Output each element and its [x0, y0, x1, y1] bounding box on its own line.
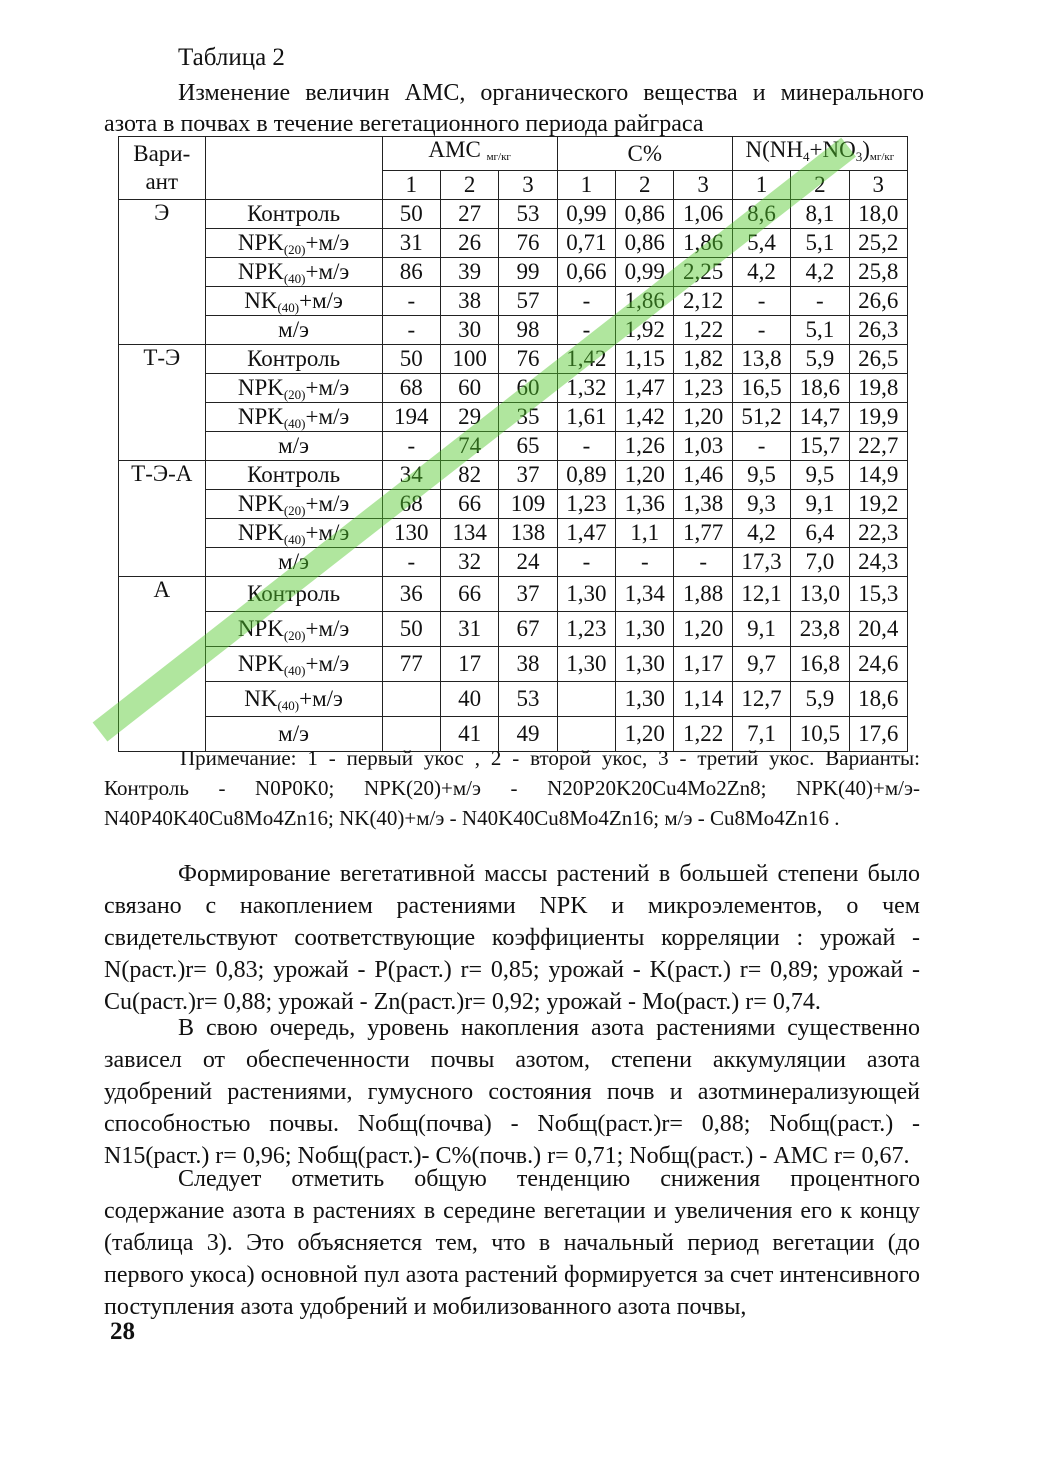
- header-cut: 1: [382, 171, 440, 200]
- table-row: [119, 345, 908, 374]
- n-value-cell: 25,2: [849, 229, 907, 258]
- ams-value-cell: 130: [382, 519, 440, 548]
- ams-value-cell: 109: [499, 490, 557, 519]
- treatment-cell: [205, 345, 382, 374]
- c-value-cell: 1,30: [557, 577, 615, 612]
- treatment-cell: [205, 647, 382, 682]
- c-value-cell: 2,12: [674, 287, 732, 316]
- ams-value-cell: 68: [382, 490, 440, 519]
- ams-value-cell: 66: [440, 490, 498, 519]
- correlation: урожай - N(раст.)r= 0,83;: [104, 925, 920, 983]
- c-value-cell: 1,15: [616, 345, 674, 374]
- header-cut: 2: [791, 171, 849, 200]
- ams-value-cell: 38: [499, 647, 557, 682]
- n-value-cell: 25,8: [849, 258, 907, 287]
- treatment-label: NPK: [237, 616, 284, 641]
- treatment-label: Контроль: [247, 201, 341, 226]
- n-value-cell: 22,3: [849, 519, 907, 548]
- n-value-cell: -: [732, 432, 790, 461]
- ams-value-cell: [382, 682, 440, 717]
- variant-cell: Т-Э: [119, 345, 206, 461]
- variant-cell: Э: [119, 200, 206, 345]
- ams-value-cell: 17: [440, 647, 498, 682]
- treatment-label: м/э: [278, 721, 309, 746]
- ams-value-cell: 66: [440, 577, 498, 612]
- n-value-cell: 26,6: [849, 287, 907, 316]
- treatment-sub: (20): [283, 387, 306, 402]
- c-value-cell: 1,42: [616, 403, 674, 432]
- treatment-cell: [205, 200, 382, 229]
- n-value-cell: 5,9: [791, 345, 849, 374]
- table-row: [119, 287, 908, 316]
- n-value-cell: 9,1: [791, 490, 849, 519]
- c-value-cell: -: [616, 548, 674, 577]
- treatment-suffix: +м/э: [305, 404, 350, 429]
- correlation: урожай - P(раст.) r= 0,85;: [273, 957, 540, 983]
- ams-value-cell: 76: [499, 345, 557, 374]
- treatment-sub: (40): [283, 663, 306, 678]
- ams-value-cell: 68: [382, 374, 440, 403]
- header-c: С%: [557, 137, 732, 171]
- ams-value-cell: 29: [440, 403, 498, 432]
- n-value-cell: 8,6: [732, 200, 790, 229]
- paragraph-text: В свою очередь, уровень накопления азота растениями существенно зависел от обеспеченности почвы азотом, степени аккумуляции азота удобрений растениями, гумусного состояния почв и азотминерализующей способностью почвы.: [104, 1015, 920, 1137]
- treatment-cell: [205, 432, 382, 461]
- ams-value-cell: 50: [382, 345, 440, 374]
- c-value-cell: 1,88: [674, 577, 732, 612]
- treatment-cell: [205, 316, 382, 345]
- ams-value-cell: 82: [440, 461, 498, 490]
- header-cut: 2: [616, 171, 674, 200]
- treatment-suffix: +м/э: [305, 375, 350, 400]
- table-row: [119, 519, 908, 548]
- c-value-cell: 1,47: [557, 519, 615, 548]
- c-value-cell: 1,20: [616, 717, 674, 752]
- c-value-cell: 0,66: [557, 258, 615, 287]
- treatment-label: Контроль: [247, 581, 341, 606]
- c-value-cell: 0,86: [616, 229, 674, 258]
- header-n-mid: +NO: [809, 137, 856, 162]
- c-value-cell: 1,30: [616, 682, 674, 717]
- table-row: [119, 490, 908, 519]
- n-value-cell: 9,3: [732, 490, 790, 519]
- c-value-cell: 1,1: [616, 519, 674, 548]
- n-value-cell: 8,1: [791, 200, 849, 229]
- note-lead: Примечание: 1 - первый укос , 2 - второй укос, 3 - третий укос. Варианты:: [180, 746, 920, 770]
- c-value-cell: 1,47: [616, 374, 674, 403]
- ams-value-cell: 35: [499, 403, 557, 432]
- treatment-cell: [205, 287, 382, 316]
- n-value-cell: 19,2: [849, 490, 907, 519]
- c-value-cell: 1,20: [674, 612, 732, 647]
- c-value-cell: 1,26: [616, 432, 674, 461]
- table-body: [119, 137, 908, 752]
- ams-value-cell: 60: [499, 374, 557, 403]
- ams-value-cell: -: [382, 287, 440, 316]
- header-cut: 1: [732, 171, 790, 200]
- n-value-cell: 18,0: [849, 200, 907, 229]
- treatment-suffix: +м/э: [305, 491, 350, 516]
- n-value-cell: 7,1: [732, 717, 790, 752]
- n-value-cell: 5,1: [791, 316, 849, 345]
- n-value-cell: 5,4: [732, 229, 790, 258]
- header-ams: [382, 137, 557, 171]
- treatment-label: NPK: [237, 520, 284, 545]
- ams-value-cell: 86: [382, 258, 440, 287]
- note-variant: Контроль - N0P0K0;: [104, 776, 335, 800]
- ams-value-cell: 65: [499, 432, 557, 461]
- c-value-cell: -: [674, 548, 732, 577]
- table-label: Таблица 2: [178, 44, 285, 71]
- n-value-cell: 51,2: [732, 403, 790, 432]
- page-number: 28: [110, 1318, 135, 1345]
- treatment-sub: (40): [283, 271, 306, 286]
- table-row: [119, 229, 908, 258]
- treatment-label: NK: [244, 288, 278, 313]
- ams-value-cell: 134: [440, 519, 498, 548]
- note-variant: NPK(40)+м/э- N40P40K40Cu8Mo4Zn16;: [104, 776, 921, 830]
- n-value-cell: 9,1: [732, 612, 790, 647]
- n-value-cell: 4,2: [791, 258, 849, 287]
- n-value-cell: 16,8: [791, 647, 849, 682]
- treatment-sub: (40): [283, 532, 306, 547]
- paragraph-1: [104, 858, 920, 1018]
- treatment-label: NPK: [237, 404, 284, 429]
- n-value-cell: -: [732, 316, 790, 345]
- n-value-cell: -: [791, 287, 849, 316]
- ams-value-cell: 31: [440, 612, 498, 647]
- ams-value-cell: 49: [499, 717, 557, 752]
- ams-value-cell: 99: [499, 258, 557, 287]
- header-n-suffix: ): [862, 137, 870, 162]
- n-value-cell: 12,1: [732, 577, 790, 612]
- ams-value-cell: 32: [440, 548, 498, 577]
- header-ams-label: АМС: [428, 137, 481, 162]
- ams-value-cell: 76: [499, 229, 557, 258]
- table-row: [119, 577, 908, 612]
- c-value-cell: 1,32: [557, 374, 615, 403]
- treatment-cell: [205, 682, 382, 717]
- c-value-cell: 1,82: [674, 345, 732, 374]
- treatment-sub: (20): [283, 242, 306, 257]
- ams-value-cell: 98: [499, 316, 557, 345]
- ams-value-cell: 37: [499, 461, 557, 490]
- treatment-label: м/э: [278, 549, 309, 574]
- header-cut: 1: [557, 171, 615, 200]
- header-treatment: [205, 137, 382, 200]
- c-value-cell: [557, 682, 615, 717]
- correlation: урожай - Zn(раст.)r= 0,92;: [278, 989, 541, 1015]
- treatment-cell: [205, 490, 382, 519]
- treatment-label: NPK: [237, 259, 284, 284]
- header-cut: 3: [674, 171, 732, 200]
- c-value-cell: 1,86: [674, 229, 732, 258]
- ams-value-cell: 39: [440, 258, 498, 287]
- treatment-sub: (40): [283, 416, 306, 431]
- n-value-cell: 13,8: [732, 345, 790, 374]
- header-ams-unit: мг/кг: [486, 151, 511, 163]
- ams-value-cell: 41: [440, 717, 498, 752]
- paragraph-3: Следует отметить общую тенденцию снижения процентного содержание азота в растениях в середине вегетации и увеличения его к концу (таблица 3). Это объясняется тем, что в начальный период вегетации (до первого укоса) основной пул азота растений формируется за счет интенсивного поступления азота удобрений и мобилизованного азота почвы,: [104, 1166, 920, 1320]
- c-value-cell: 1,06: [674, 200, 732, 229]
- table-note: [104, 743, 920, 833]
- treatment-label: м/э: [278, 317, 309, 342]
- n-value-cell: 14,7: [791, 403, 849, 432]
- treatment-label: NPK: [237, 651, 284, 676]
- ams-value-cell: 40: [440, 682, 498, 717]
- n-value-cell: 18,6: [849, 682, 907, 717]
- n-value-cell: 24,3: [849, 548, 907, 577]
- treatment-suffix: +м/э: [305, 520, 350, 545]
- c-value-cell: 1,14: [674, 682, 732, 717]
- ams-value-cell: 53: [499, 682, 557, 717]
- n-value-cell: 4,2: [732, 258, 790, 287]
- treatment-sub: (20): [283, 628, 306, 643]
- table-title: Изменение величин АМС, органического вещества и минерального азота в почвах в течение вегетационного периода райграса: [104, 80, 924, 137]
- table-row: [119, 432, 908, 461]
- c-value-cell: 0,71: [557, 229, 615, 258]
- n-value-cell: 9,5: [791, 461, 849, 490]
- paragraph-text: Формирование вегетативной массы растений в большей степени было связано с накоплением растениями NPK и микроэлементов, о чем свидетельствуют соответствующие коэффициенты корреляции :: [104, 861, 920, 951]
- n-value-cell: 6,4: [791, 519, 849, 548]
- treatment-suffix: +м/э: [305, 616, 350, 641]
- c-value-cell: 0,99: [616, 258, 674, 287]
- header-row: [119, 137, 908, 171]
- n-value-cell: 23,8: [791, 612, 849, 647]
- n-value-cell: 5,9: [791, 682, 849, 717]
- c-value-cell: 0,99: [557, 200, 615, 229]
- ams-value-cell: 77: [382, 647, 440, 682]
- n-value-cell: 19,9: [849, 403, 907, 432]
- ams-value-cell: 27: [440, 200, 498, 229]
- ams-value-cell: 53: [499, 200, 557, 229]
- n-value-cell: 26,3: [849, 316, 907, 345]
- ams-value-cell: 138: [499, 519, 557, 548]
- treatment-label: NPK: [237, 491, 284, 516]
- treatment-cell: [205, 229, 382, 258]
- treatment-cell: [205, 258, 382, 287]
- n-value-cell: 15,7: [791, 432, 849, 461]
- header-n-sub2: 3: [855, 149, 863, 164]
- ams-value-cell: -: [382, 432, 440, 461]
- n-value-cell: 20,4: [849, 612, 907, 647]
- note-variant: NK(40)+м/э - N40K40Cu8Mo4Zn16;: [339, 806, 660, 830]
- c-value-cell: 1,86: [616, 287, 674, 316]
- treatment-suffix: +м/э: [299, 288, 343, 313]
- correlation: урожай - Mo(раст.) r= 0,74.: [546, 989, 821, 1015]
- correlation: Nобщ(раст.)- C%(почв.) r= 0,71;: [297, 1143, 624, 1169]
- c-value-cell: 1,30: [616, 612, 674, 647]
- n-value-cell: 17,3: [732, 548, 790, 577]
- ams-value-cell: 24: [499, 548, 557, 577]
- c-value-cell: 2,25: [674, 258, 732, 287]
- correlation: урожай - Cu(раст.)r= 0,88;: [104, 957, 921, 1015]
- table-row: [119, 316, 908, 345]
- treatment-label: Контроль: [247, 462, 341, 487]
- ams-value-cell: 100: [440, 345, 498, 374]
- n-value-cell: 9,7: [732, 647, 790, 682]
- n-value-cell: 9,5: [732, 461, 790, 490]
- c-value-cell: 1,77: [674, 519, 732, 548]
- table-row: [119, 682, 908, 717]
- header-n-prefix: N(NH: [745, 137, 804, 162]
- c-value-cell: 1,92: [616, 316, 674, 345]
- c-value-cell: 0,89: [557, 461, 615, 490]
- c-value-cell: 1,20: [674, 403, 732, 432]
- note-variant: м/э - Cu8Mo4Zn16 .: [664, 806, 840, 830]
- c-value-cell: 1,42: [557, 345, 615, 374]
- c-value-cell: 1,38: [674, 490, 732, 519]
- c-value-cell: -: [557, 432, 615, 461]
- c-value-cell: 1,23: [557, 490, 615, 519]
- c-value-cell: -: [557, 316, 615, 345]
- treatment-suffix: +м/э: [305, 230, 350, 255]
- correlation: Nобщ(раст.) - АМС r= 0,67.: [629, 1143, 910, 1169]
- ams-value-cell: 50: [382, 200, 440, 229]
- c-value-cell: 1,22: [674, 717, 732, 752]
- table-row: [119, 461, 908, 490]
- c-value-cell: 1,36: [616, 490, 674, 519]
- c-value-cell: 1,61: [557, 403, 615, 432]
- ams-value-cell: 30: [440, 316, 498, 345]
- c-value-cell: 1,17: [674, 647, 732, 682]
- correlation: Nобщ(почва) - Nобщ(раст.)r= 0,88;: [357, 1111, 751, 1137]
- header-n-sub: 4: [803, 149, 810, 164]
- n-value-cell: 19,8: [849, 374, 907, 403]
- table-row: [119, 548, 908, 577]
- c-value-cell: 1,22: [674, 316, 732, 345]
- correlation: Nобщ(раст.) - N15(раст.) r= 0,96;: [104, 1111, 921, 1169]
- n-value-cell: 14,9: [849, 461, 907, 490]
- treatment-sub: (40): [277, 698, 300, 713]
- ams-value-cell: 57: [499, 287, 557, 316]
- paragraph-2: [104, 1012, 920, 1172]
- c-value-cell: 1,30: [616, 647, 674, 682]
- treatment-suffix: +м/э: [299, 686, 343, 711]
- c-value-cell: 1,34: [616, 577, 674, 612]
- n-value-cell: 26,5: [849, 345, 907, 374]
- treatment-cell: [205, 403, 382, 432]
- treatment-label: м/э: [278, 433, 309, 458]
- ams-value-cell: -: [382, 316, 440, 345]
- ams-value-cell: -: [382, 548, 440, 577]
- treatment-suffix: +м/э: [305, 651, 350, 676]
- c-value-cell: 0,86: [616, 200, 674, 229]
- n-value-cell: 24,6: [849, 647, 907, 682]
- n-value-cell: 15,3: [849, 577, 907, 612]
- header-variant: Вари-ант: [119, 137, 206, 200]
- table-row: [119, 258, 908, 287]
- n-value-cell: 10,5: [791, 717, 849, 752]
- n-value-cell: 18,6: [791, 374, 849, 403]
- variant-cell: А: [119, 577, 206, 752]
- n-value-cell: 22,7: [849, 432, 907, 461]
- n-value-cell: -: [732, 287, 790, 316]
- treatment-label: NPK: [237, 230, 284, 255]
- variant-cell: Т-Э-А: [119, 461, 206, 577]
- treatment-label: Контроль: [247, 346, 341, 371]
- header-cut: 3: [499, 171, 557, 200]
- c-value-cell: -: [557, 287, 615, 316]
- n-value-cell: 12,7: [732, 682, 790, 717]
- header-cut: 3: [849, 171, 907, 200]
- ams-value-cell: 36: [382, 577, 440, 612]
- n-value-cell: 16,5: [732, 374, 790, 403]
- data-table: [118, 136, 908, 752]
- header-n-unit: мг/кг: [869, 151, 895, 163]
- c-value-cell: 1,20: [616, 461, 674, 490]
- c-value-cell: 1,23: [557, 612, 615, 647]
- treatment-sub: (20): [283, 503, 306, 518]
- table-row: [119, 647, 908, 682]
- n-value-cell: 13,0: [791, 577, 849, 612]
- ams-value-cell: 37: [499, 577, 557, 612]
- ams-value-cell: 74: [440, 432, 498, 461]
- ams-value-cell: 60: [440, 374, 498, 403]
- n-value-cell: 7,0: [791, 548, 849, 577]
- note-variant: NPK(20)+м/э - N20P20K20Cu4Mo2Zn8;: [363, 776, 767, 800]
- correlation: урожай - K(раст.) r= 0,89;: [548, 957, 819, 983]
- ams-value-cell: 194: [382, 403, 440, 432]
- ams-value-cell: 31: [382, 229, 440, 258]
- n-value-cell: 17,6: [849, 717, 907, 752]
- treatment-sub: (40): [277, 300, 300, 315]
- c-value-cell: 1,03: [674, 432, 732, 461]
- ams-value-cell: 38: [440, 287, 498, 316]
- treatment-suffix: +м/э: [305, 259, 350, 284]
- c-value-cell: 1,46: [674, 461, 732, 490]
- c-value-cell: 1,30: [557, 647, 615, 682]
- n-value-cell: 4,2: [732, 519, 790, 548]
- c-value-cell: -: [557, 548, 615, 577]
- treatment-cell: [205, 374, 382, 403]
- header-cut: 2: [440, 171, 498, 200]
- ams-value-cell: 67: [499, 612, 557, 647]
- ams-value-cell: 26: [440, 229, 498, 258]
- ams-value-cell: 50: [382, 612, 440, 647]
- n-value-cell: 5,1: [791, 229, 849, 258]
- c-value-cell: 1,23: [674, 374, 732, 403]
- ams-value-cell: 34: [382, 461, 440, 490]
- treatment-cell: [205, 461, 382, 490]
- treatment-label: NK: [244, 686, 278, 711]
- treatment-label: NPK: [237, 375, 284, 400]
